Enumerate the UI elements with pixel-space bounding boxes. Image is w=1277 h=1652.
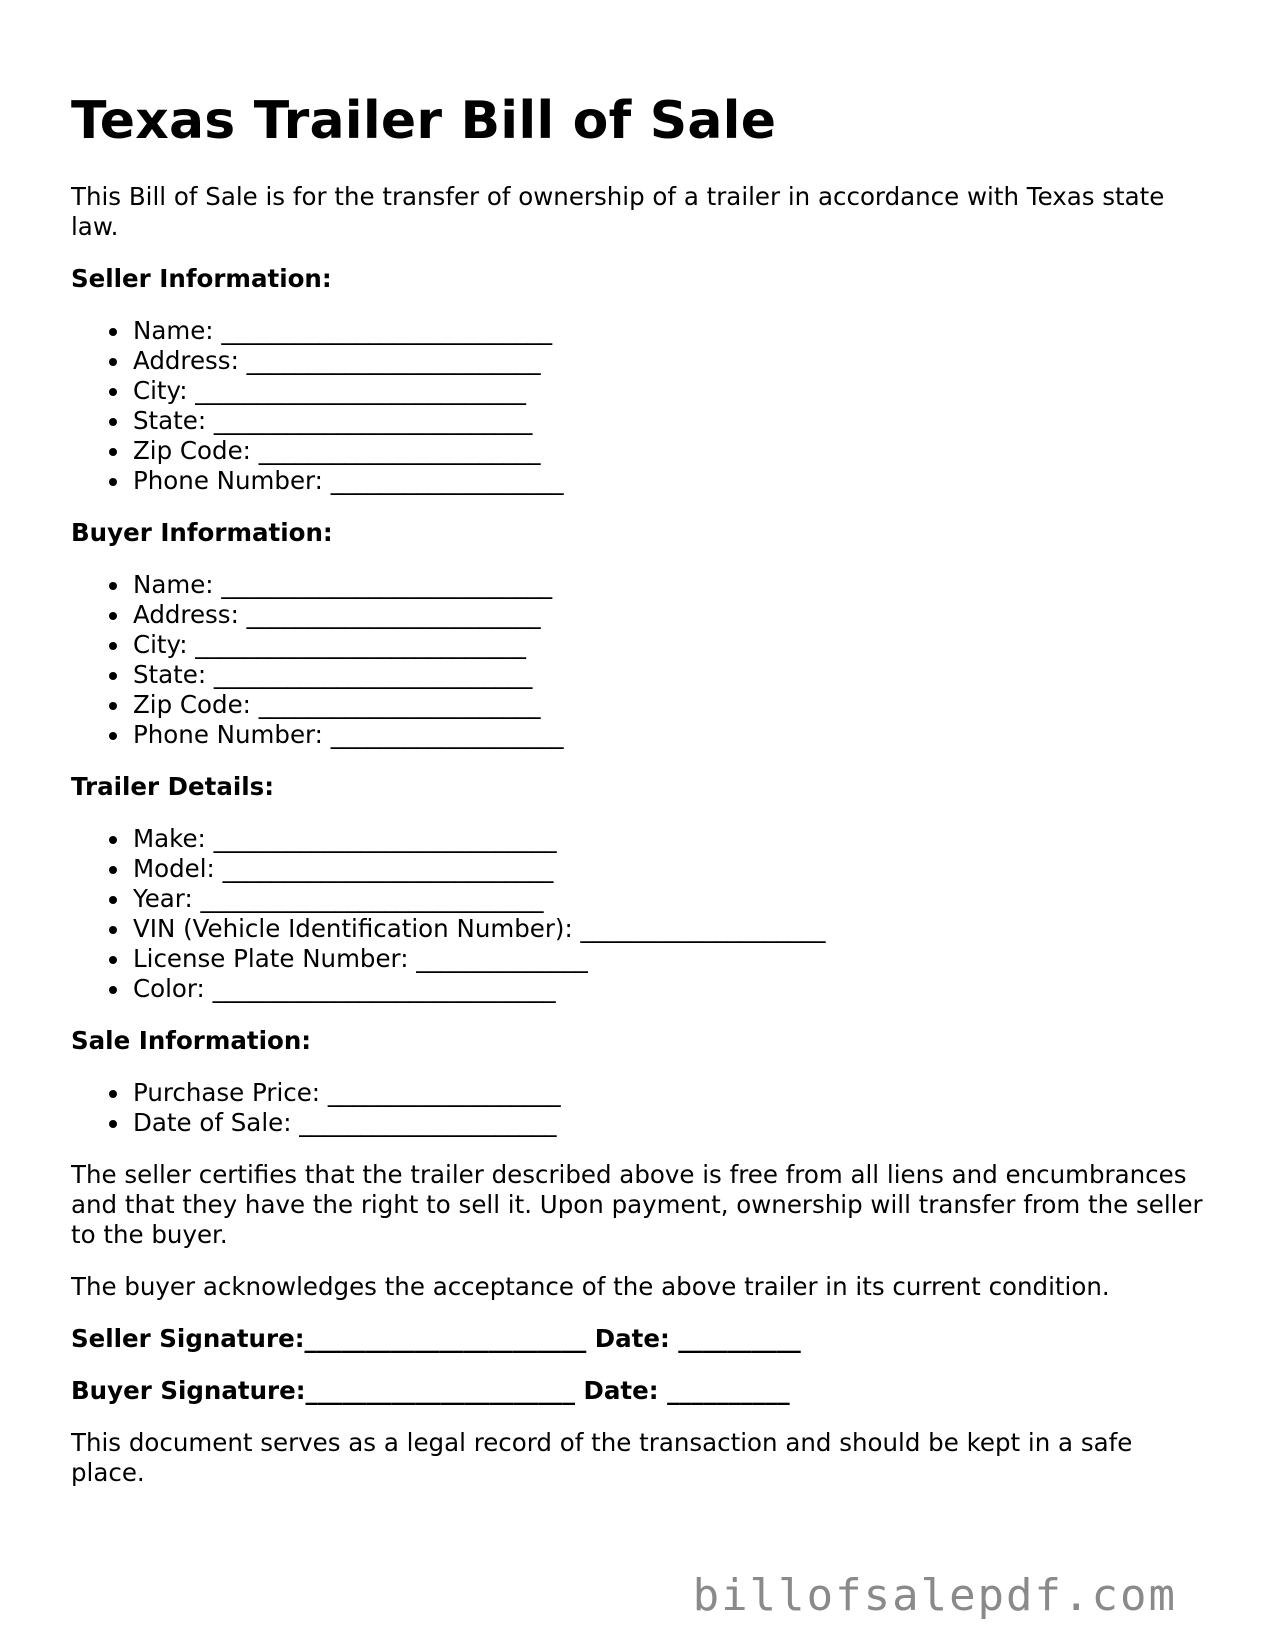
buyer-zip-field: Zip Code: _______________________ (133, 690, 1211, 720)
seller-name-field: Name: ___________________________ (133, 316, 1211, 346)
buyer-state-field: State: __________________________ (133, 660, 1211, 690)
site-watermark: billofsalepdf.com (692, 1570, 1177, 1621)
buyer-address-field: Address: ________________________ (133, 600, 1211, 630)
seller-state-field: State: __________________________ (133, 406, 1211, 436)
seller-phone-field: Phone Number: ___________________ (133, 466, 1211, 496)
sale-date-field: Date of Sale: _____________________ (133, 1108, 1211, 1138)
trailer-color-field: Color: ____________________________ (133, 974, 1211, 1004)
seller-zip-field: Zip Code: _______________________ (133, 436, 1211, 466)
buyer-fields-list (71, 570, 1211, 750)
seller-city-field: City: ___________________________ (133, 376, 1211, 406)
buyer-section-heading: Buyer Information: (71, 518, 333, 547)
trailer-plate-field: License Plate Number: ______________ (133, 944, 1211, 974)
buyer-signature-line: Buyer Signature:______________________ Date: __________ (71, 1376, 790, 1405)
sale-section-heading: Sale Information: (71, 1026, 312, 1055)
sale-fields-list (71, 1078, 1211, 1138)
trailer-section-heading: Trailer Details: (71, 772, 275, 801)
intro-paragraph: This Bill of Sale is for the transfer of ownership of a trailer in accordance with Texas state law. (71, 182, 1165, 241)
sale-price-field: Purchase Price: ___________________ (133, 1078, 1211, 1108)
trailer-vin-field: VIN (Vehicle Identification Number): ____________________ (133, 914, 1211, 944)
document-title: Texas Trailer Bill of Sale (71, 91, 777, 151)
seller-section-heading: Seller Information: (71, 264, 332, 293)
document-page (71, 86, 1211, 1510)
seller-fields-list (71, 316, 1211, 496)
seller-signature-line: Seller Signature:_______________________ Date: __________ (71, 1324, 801, 1353)
buyer-city-field: City: ___________________________ (133, 630, 1211, 660)
trailer-year-field: Year: ____________________________ (133, 884, 1211, 914)
trailer-make-field: Make: ____________________________ (133, 824, 1211, 854)
buyer-phone-field: Phone Number: ___________________ (133, 720, 1211, 750)
buyer-name-field: Name: ___________________________ (133, 570, 1211, 600)
closing-paragraph: This document serves as a legal record of the transaction and should be kept in a safe place. (71, 1428, 1133, 1487)
trailer-model-field: Model: ___________________________ (133, 854, 1211, 884)
certification-paragraph: The seller certifies that the trailer described above is free from all liens and encumbrances and that they have the right to sell it. Upon payment, ownership will transfer from the seller to the buyer. (71, 1160, 1203, 1249)
acknowledgement-paragraph: The buyer acknowledges the acceptance of the above trailer in its current condition. (71, 1272, 1110, 1301)
trailer-fields-list (71, 824, 1211, 1004)
seller-address-field: Address: ________________________ (133, 346, 1211, 376)
